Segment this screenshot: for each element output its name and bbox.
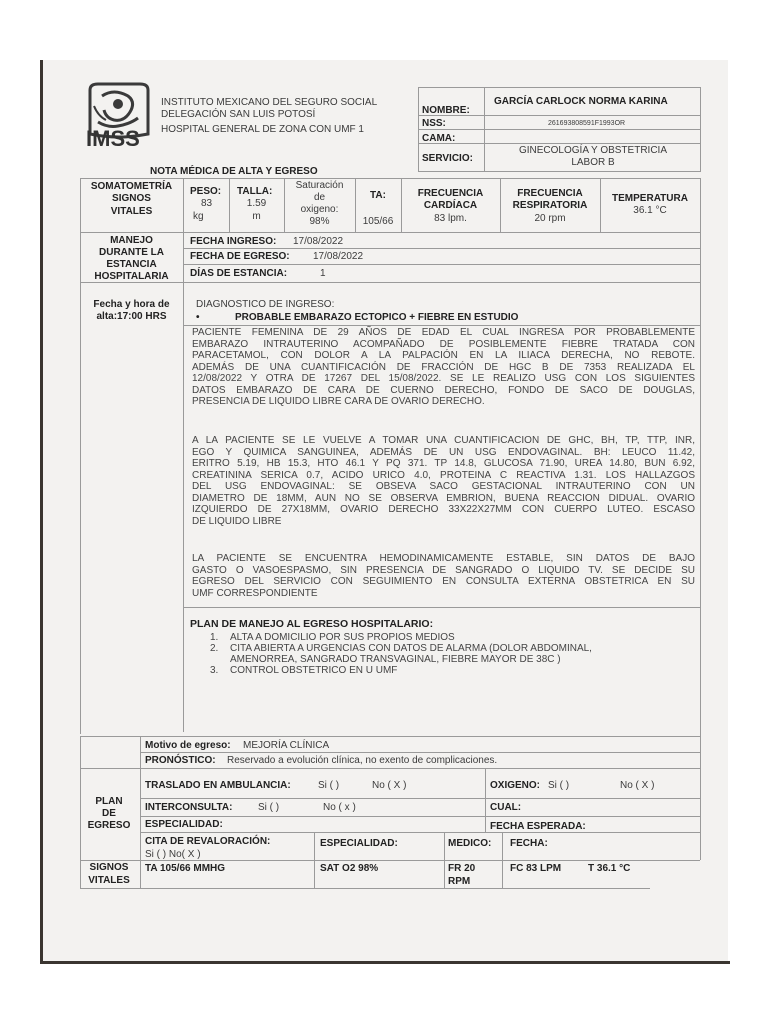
page-edge-bottom xyxy=(40,961,730,964)
oxigeno-si[interactable]: Si ( ) xyxy=(548,780,570,791)
header-box-left xyxy=(418,87,419,171)
signos-final-label-2: VITALES xyxy=(88,875,130,886)
clinical-paragraph-1 xyxy=(192,327,695,408)
signos-final-fc: FC 83 LPM xyxy=(510,863,562,874)
motivo-top-border xyxy=(80,736,700,737)
signos-final-ta: TA 105/66 MMHG xyxy=(145,863,226,874)
paragraph-line: CREATININA SERICA 0.7, ACIDO URICO 4.0, PROTEINA C REACTIVA 1.31. LOS HALLAZGOS xyxy=(192,469,695,481)
plan-list-number: 2. xyxy=(210,643,219,654)
manejo-row-line xyxy=(183,248,700,249)
signos-final-label-1: SIGNOS xyxy=(89,862,129,873)
fc-label-2: CARDÍACA xyxy=(423,200,478,211)
paragraph-line: ERITRO 5.19, HB 15.3, HTO 46.1 Y PQ 371. TP 14.8, GLUCOSA 71.90, UREA 14.80, BUN 6.92, xyxy=(192,458,695,469)
especialidad-label: ESPECIALIDAD: xyxy=(145,819,223,830)
manejo-bottom-border xyxy=(80,282,700,283)
paragraph-line: A LA PACIENTE SE LE VUELVE A TOMAR UNA CUANTIFICACION DE GHC, BH, TP, TTP, INR, xyxy=(192,435,695,446)
oxigeno-label: OXIGENO: xyxy=(490,780,541,791)
nombre-label: NOMBRE: xyxy=(422,105,470,116)
form-col-divider xyxy=(183,178,184,732)
nombre-value: GARCÍA CARLOCK NORMA KARINA xyxy=(494,96,668,107)
header-box-divider xyxy=(484,87,485,171)
talla-label: TALLA: xyxy=(237,186,273,197)
interconsulta-no[interactable]: No ( x ) xyxy=(323,802,356,813)
cita-revaloracion-value[interactable]: Si ( ) No( X ) xyxy=(145,849,201,860)
plan-list-text: ALTA A DOMICILIO POR SUS PROPIOS MEDIOS xyxy=(230,632,455,643)
paragraph-line: DATOS EMBARAZO DE CARA DE CUERNO DERECHO, FONDO DE SACO DE DOUGLAS, xyxy=(192,384,695,396)
saturacion-value: 98% xyxy=(309,216,330,227)
plan-row-line xyxy=(140,816,700,817)
fc-value: 83 lpm. xyxy=(434,213,467,224)
fr-value: 20 rpm xyxy=(534,213,566,224)
dias-estancia-value: 1 xyxy=(320,268,326,279)
plan-list-text: CITA ABIERTA A URGENCIAS CON DATOS DE ALARMA (DOLOR ABDOMINAL, xyxy=(230,643,592,654)
plan-list-number: 3. xyxy=(210,665,219,676)
temp-label: TEMPERATURA xyxy=(612,193,688,204)
fecha-esperada-label: FECHA ESPERADA: xyxy=(490,821,586,832)
cita-revaloracion-label: CITA DE REVALORACIÓN: xyxy=(145,836,271,847)
plan-list-text: AMENORREA, SANGRADO TRANSVAGINAL, FIEBRE MAYOR DE 38C ) xyxy=(230,654,561,665)
ta-value: 105/66 xyxy=(362,216,394,227)
paragraph-line: DIAMETRO DE 18MM, AUN NO SE OBSERVA EMBRION, BUENA REACCION DIDUAL. OVARIO xyxy=(192,492,695,504)
alta-side-label-2: alta:17:00 HRS xyxy=(96,311,167,322)
nss-label: NSS: xyxy=(422,118,446,129)
alta-side-label-1: Fecha y hora de xyxy=(93,299,170,310)
paragraph-line: DE LIQUIDO LIBRE xyxy=(192,515,282,527)
fecha-ingreso-value: 17/08/2022 xyxy=(293,236,344,247)
paragraph-line: LA PACIENTE SE ENCUENTRA HEMODINAMICAMENTE ESTABLE, SIN DATOS DE BAJO xyxy=(192,553,695,564)
signos-final-fr-1: FR 20 xyxy=(448,863,476,874)
paragraph-line: PACIENTE FEMENINA DE 29 AÑOS DE EDAD EL CUAL INGRESA POR PROBABLEMENTE xyxy=(192,327,695,338)
fecha-egreso-label: FECHA DE EGRESO: xyxy=(190,251,290,262)
servicio-value-line-1: GINECOLOGÍA Y OBSTETRICIA xyxy=(518,145,667,156)
para-box-top xyxy=(183,325,700,326)
paragraph-line: UMF CORRESPONDIENTE xyxy=(192,587,318,599)
oxigeno-no[interactable]: No ( X ) xyxy=(620,780,655,791)
paragraph-line: 12/08/2022 Y OTRA DE 17267 DEL 15/08/2022. SE LE REALIZO USG CON LOS SIGUIENTES xyxy=(192,373,695,384)
manejo-label-2: DURANTE LA xyxy=(99,247,164,258)
paragraph-line: EMBARAZO INTRAUTERINO ACOMPAÑADO DE POSIBLEMENTE FIEBRE TRATADA CON xyxy=(192,338,695,350)
saturacion-label-3: oxigeno: xyxy=(300,204,339,215)
plan-list-item xyxy=(210,632,592,643)
plan-bottom-border xyxy=(80,860,700,861)
signos-label: SIGNOS xyxy=(112,193,151,204)
pronostico-label: PRONÓSTICO: xyxy=(145,755,216,766)
ta-label: TA: xyxy=(370,190,386,201)
fecha-ingreso-label: FECHA INGRESO: xyxy=(190,236,277,247)
nss-value: 261693808591F1993OR xyxy=(548,120,626,127)
manejo-label-3: ESTANCIA xyxy=(106,259,157,270)
talla-unit: m xyxy=(252,211,261,222)
page-edge-left xyxy=(40,60,43,964)
somatometria-label: SOMATOMETRÍA xyxy=(90,181,173,192)
fecha-egreso-value: 17/08/2022 xyxy=(313,251,364,262)
fecha-label: FECHA: xyxy=(510,838,548,849)
imss-logo-text: IMSS xyxy=(86,126,140,151)
plan-row-line xyxy=(140,832,700,833)
form-right-border xyxy=(700,178,701,736)
plan-egreso-label-1: PLAN xyxy=(95,796,123,807)
paragraph-line: PARACETAMOL, CON DOLOR A LA PALPACIÓN EN LA ILIACA DERECHA, NO REBOTE. xyxy=(192,350,695,361)
traslado-no[interactable]: No ( X ) xyxy=(372,780,407,791)
dias-estancia-label: DÍAS DE ESTANCIA: xyxy=(190,268,288,279)
institution-line-2: DELEGACIÓN SAN LUIS POTOSÍ xyxy=(161,109,316,120)
vitals-bottom-border xyxy=(80,232,700,233)
peso-unit: kg xyxy=(193,211,204,222)
plan-egreso-label-2: DE xyxy=(102,808,116,819)
fr-label-1: FRECUENCIA xyxy=(517,188,583,199)
plan-col-divider xyxy=(502,832,503,888)
header-box-right xyxy=(700,87,701,171)
note-title: NOTA MÉDICA DE ALTA Y EGRESO xyxy=(150,166,318,177)
paragraph-line: IZQUIERDO DE 27X18MM, OVARIO DERECHO 33X22X27MM CON CUERPO LUTEO. ESCASO xyxy=(192,504,695,515)
paragraph-line: PRESENCIA DE LIQUIDO LIBRE CARA DE OVARIO DERECHO. xyxy=(192,396,485,407)
signos-final-fr-2: RPM xyxy=(448,876,471,887)
saturacion-label-2: de xyxy=(313,192,326,203)
plan-manejo-title: PLAN DE MANEJO AL EGRESO HOSPITALARIO: xyxy=(190,618,434,630)
diagnostico-bullet: • xyxy=(196,312,200,323)
medico-label: MEDICO: xyxy=(448,838,492,849)
plan-list-text: CONTROL OBSTETRICO EN U UMF xyxy=(230,665,398,676)
signos-final-temp: T 36.1 °C xyxy=(588,863,631,874)
motivo-label: Motivo de egreso: xyxy=(145,740,231,751)
motivo-bottom-border xyxy=(80,768,700,769)
peso-value: 83 xyxy=(200,198,213,209)
temp-value: 36.1 °C xyxy=(633,205,667,216)
diagnostico-title: DIAGNOSTICO DE INGRESO: xyxy=(196,299,335,310)
saturacion-label-1: Saturación xyxy=(295,180,344,191)
paragraph-line: GASTO O VASOESPASMO, SIN PRESENCIA DE SANGRADO O LIQUIDO TV. SE DECIDE SU xyxy=(192,564,695,576)
plan-list-item xyxy=(210,665,592,676)
signos-final-sat: SAT O2 98% xyxy=(320,863,379,874)
paragraph-line: ADEMÁS DE UNA CUANTIFICACIÓN DE FRACCIÓN DE HGC B DE 7353 REALIZADA EL xyxy=(192,361,695,373)
paragraph-line: EGRESO DEL SERVICIO CON SEGUIMIENTO EN CONSULTA EXTERNA OBSTETRICA EN SU xyxy=(192,576,695,587)
diagnostico-value: PROBABLE EMBARAZO ECTOPICO + FIEBRE EN ESTUDIO xyxy=(235,312,519,323)
especialidad2-label: ESPECIALIDAD: xyxy=(320,838,398,849)
clinical-paragraph-3 xyxy=(192,553,695,599)
egreso-right-border xyxy=(700,736,701,860)
header-box-line xyxy=(418,129,701,130)
egreso-col-divider xyxy=(140,736,141,888)
clinical-paragraph-2 xyxy=(192,435,695,527)
paragraph-line: EGO Y QUIMICA SANGUINEA, ADEMÁS DE UN USG ENDOVAGINAL. BH: LEUCO 11.42, xyxy=(192,446,695,458)
manejo-row-line xyxy=(183,264,700,265)
header-box-line xyxy=(418,143,701,144)
plan-egreso-label-3: EGRESO xyxy=(87,820,131,831)
institution-line-1: INSTITUTO MEXICANO DEL SEGURO SOCIAL xyxy=(161,97,378,108)
plan-list-item xyxy=(210,643,592,665)
para-box-bottom xyxy=(183,607,700,608)
fr-label-2: RESPIRATORIA xyxy=(512,200,588,211)
header-box-bottom xyxy=(418,171,701,172)
interconsulta-label: INTERCONSULTA: xyxy=(145,802,233,813)
vitals-top-border xyxy=(80,178,700,179)
plan-col-divider xyxy=(444,832,445,888)
paragraph-line: DEL USG ENDOVAGINAL: SE OBSEVA SACO GESTACIONAL INTRAUTERINO CON UN xyxy=(192,481,695,492)
manejo-label-4: HOSPITALARIA xyxy=(94,271,169,282)
vitales-label: VITALES xyxy=(110,206,153,217)
cual-label: CUAL: xyxy=(490,802,522,813)
plan-manejo-list xyxy=(210,632,592,676)
plan-row-line xyxy=(140,798,700,799)
motivo-value: MEJORÍA CLÍNICA xyxy=(243,740,330,751)
motivo-row-line xyxy=(140,752,700,753)
traslado-label: TRASLADO EN AMBULANCIA: xyxy=(145,780,291,791)
cama-label: CAMA: xyxy=(422,133,456,144)
signos-bottom-border xyxy=(80,888,650,889)
peso-label: PESO: xyxy=(190,186,222,197)
plan-col-divider xyxy=(485,768,486,832)
interconsulta-si[interactable]: Si ( ) xyxy=(258,802,280,813)
plan-list-number: 1. xyxy=(210,632,219,643)
talla-value: 1.59 xyxy=(246,198,267,209)
header-box-top xyxy=(418,87,701,88)
pronostico-value: Reservado a evolución clínica, no exento de complicaciones. xyxy=(227,755,498,766)
plan-col-divider xyxy=(314,832,315,888)
traslado-si[interactable]: Si ( ) xyxy=(318,780,340,791)
servicio-label: SERVICIO: xyxy=(422,153,473,164)
fc-label-1: FRECUENCIA xyxy=(417,188,484,199)
institution-line-3: HOSPITAL GENERAL DE ZONA CON UMF 1 xyxy=(161,124,364,135)
manejo-label-1: MANEJO xyxy=(110,235,153,246)
servicio-value-line-2: LABOR B xyxy=(571,157,615,168)
